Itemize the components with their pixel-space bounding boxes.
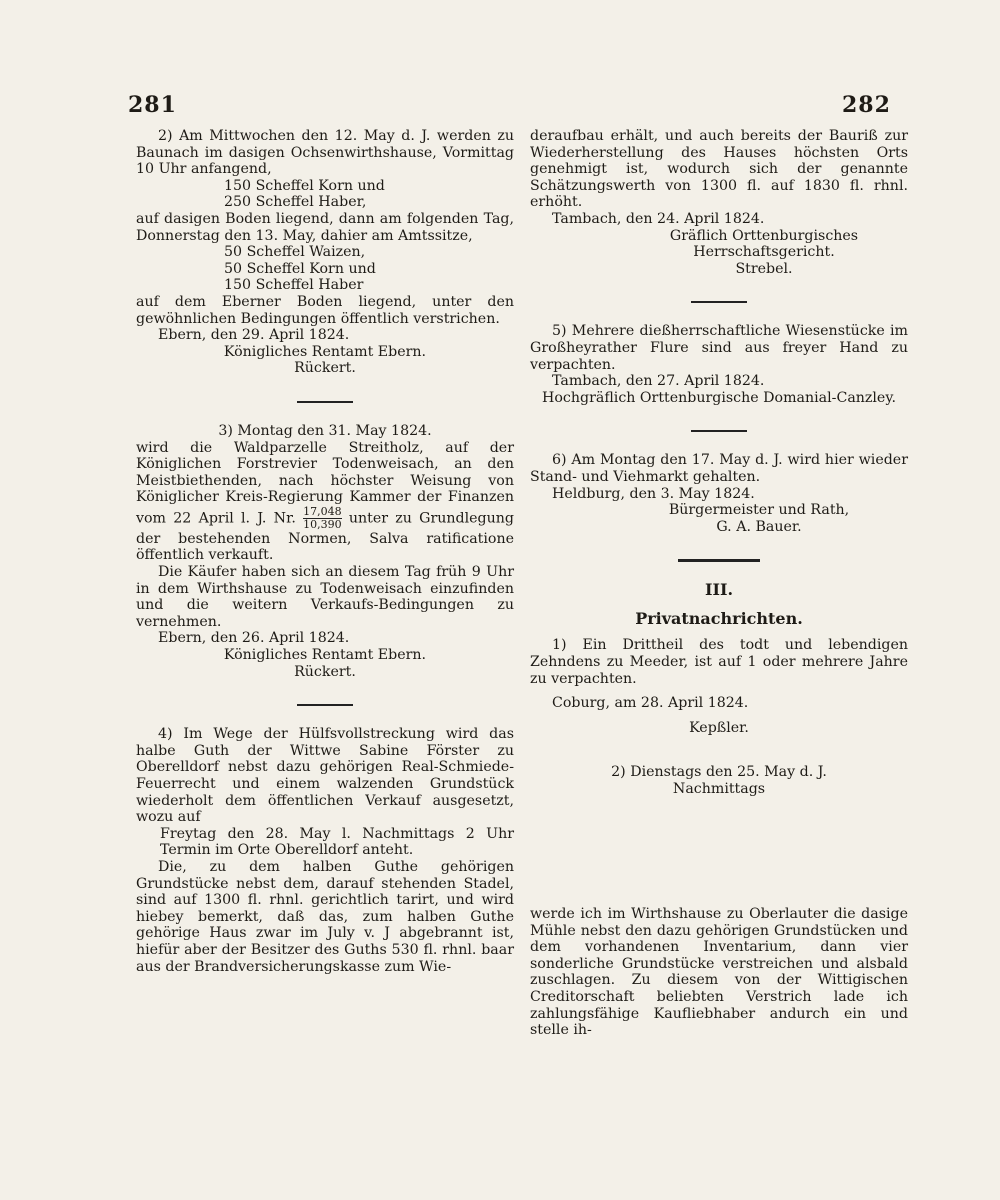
notice-4-para1: 4) Im Wege der Hülfsvollstreckung wird das halbe Guth der Wittwe Sabine Förster zu Oberelldorf nebst dazu gehörigen Real-Schmiede-Feuerrecht und einem walzenden Grundstück wiederholt dem öffentlichen Verkauf ausgesetzt, wozu auf <box>136 726 514 826</box>
private-2-subtitle: Nachmittags <box>672 781 766 798</box>
left-column <box>136 128 514 975</box>
list-item: 250 Scheffel Haber, <box>224 194 367 211</box>
notice-5 <box>530 323 908 406</box>
right-column-bottom <box>530 906 908 1039</box>
notice-2-place-date: Ebern, den 29. April 1824. <box>158 327 350 344</box>
section-separator-rule <box>678 559 760 562</box>
notice-2-list-2 <box>136 244 514 294</box>
section-numeral: III. <box>704 580 734 600</box>
private-notice-1 <box>530 637 908 736</box>
notice-3-signer: Rückert. <box>294 663 356 680</box>
notice-3-text-after: unter zu Grundlegung der bestehenden Normen, Salva ratificatione öffentlich verkauft. <box>136 510 514 564</box>
private-1-place-date: Coburg, am 28. April 1824. <box>552 695 749 712</box>
notice-5-office: Hochgräflich Orttenburgische Domanial-Canzley. <box>542 389 896 406</box>
notice-2-end: auf dem Eberner Boden liegend, unter den gewöhnlichen Bedingungen öffentlich verstrichen. <box>136 293 514 327</box>
page-number-left: 281 <box>128 92 177 118</box>
private-1-signer: Kepßler. <box>689 719 749 736</box>
notice-5-text: 5) Mehrere dießherrschaftliche Wiesenstücke im Großheyrather Flure sind aus freyer Hand zu verpachten. <box>530 323 908 373</box>
reference-fraction <box>303 506 342 531</box>
notice-2-middle: auf dasigen Boden liegend, dann am folgenden Tag, Donnerstag den 13. May, dahier am Amtssitze, <box>136 210 514 244</box>
separator-rule <box>297 704 353 706</box>
separator-rule <box>691 430 747 432</box>
section-heading: Privatnachrichten. <box>635 608 803 628</box>
separator-rule <box>297 401 353 403</box>
private-2-title: 2) Dienstags den 25. May d. J. <box>611 764 827 781</box>
list-item: 150 Scheffel Haber <box>224 277 364 294</box>
page-number-right: 282 <box>842 92 891 118</box>
continuation-place-date: Tambach, den 24. April 1824. <box>552 210 765 227</box>
notice-5-place-date: Tambach, den 27. April 1824. <box>552 373 765 390</box>
notice-3-title: 3) Montag den 31. May 1824. <box>218 422 432 439</box>
notice-2-signer: Rückert. <box>294 360 356 377</box>
notice-3-text <box>136 440 514 565</box>
fraction-numerator: 17,048 <box>303 504 342 518</box>
notice-2 <box>136 128 514 377</box>
separator-rule <box>691 301 747 303</box>
notice-2-office: Königliches Rentamt Ebern. <box>223 343 427 360</box>
fraction-denominator: 10,390 <box>303 517 342 531</box>
continuation-signer: Strebel. <box>735 260 793 277</box>
list-item: 50 Scheffel Waizen, <box>224 244 366 261</box>
notice-2-intro: 2) Am Mittwochen den 12. May d. J. werden zu Baunach im dasigen Ochsenwirthshause, Vormittag 10 Uhr anfangend, <box>136 128 514 178</box>
notice-6-place-date: Heldburg, den 3. May 1824. <box>552 485 755 502</box>
right-column <box>530 128 908 798</box>
private-2-text: werde ich im Wirthshause zu Oberlauter die dasige Mühle nebst den dazu gehörigen Grundstücken und dem vorhandenen Inventarium, dann vier sonderliche Grundstücke verstreichen und alsbald zuschlagen. Zu diesem von der Wittigischen Creditorschaft beliebten Verstrich lade ich zahlungsfähige Kaufliebhaber andurch ein und stelle ih- <box>530 906 908 1039</box>
notice-6 <box>530 452 908 535</box>
continuation-office: Gräflich Orttenburgisches Herrschaftsgericht. <box>669 227 859 261</box>
notice-3-place-date: Ebern, den 26. April 1824. <box>158 630 350 647</box>
notice-4 <box>136 726 514 975</box>
notice-3-text-before: wird die Waldparzelle Streitholz, auf der Königlichen Forstrevier Todenweisach, an den Meistbiethenden, nach höchster Weisung von Königlicher Kreis-Regierung Kammer der Finanzen vom 22 April l. J. Nr. <box>136 439 514 527</box>
private-notice-2-title-block <box>530 764 908 797</box>
list-item: 50 Scheffel Korn und <box>224 260 376 277</box>
notice-6-office: Bürgermeister und Rath, <box>668 502 850 519</box>
notice-4-para2: Die, zu dem halben Guthe gehörigen Grundstücke nebst dem, darauf stehenden Stadel, sind auf 1300 fl. rhnl. gerichtlich tarirt, und wird hiebey bemerkt, daß das, zum halben Guthe gehörige Haus zwar im July v. J abgebrannt ist, hiefür aber der Besitzer des Guths 530 fl. rhnl. baar aus der Brandversicherungskasse zum Wie- <box>136 858 514 975</box>
notice-3 <box>136 423 514 680</box>
notice-3-para2: Die Käufer haben sich an diesem Tag früh 9 Uhr in dem Wirthshause zu Todenweisach einzufinden und die weitern Verkaufs-Bedingungen zu vernehmen. <box>136 564 514 630</box>
continuation-text: deraufbau erhält, und auch bereits der Bauriß zur Wiederherstellung des Hauses höchsten Orts genehmigt ist, wodurch sich der genannte Schätzungswerth von 1300 fl. auf 1830 fl. rhnl. erhöht. <box>530 128 908 211</box>
notice-4-schedule: Freytag den 28. May l. Nachmittags 2 Uhr Termin im Orte Oberelldorf anteht. <box>160 825 514 859</box>
notice-6-signer: G. A. Bauer. <box>716 518 802 535</box>
notice-2-list-1 <box>136 178 514 211</box>
notice-3-office: Königliches Rentamt Ebern. <box>223 647 427 664</box>
list-item: 150 Scheffel Korn und <box>224 177 385 194</box>
notice-6-text: 6) Am Montag den 17. May d. J. wird hier wieder Stand- und Viehmarkt gehalten. <box>530 452 908 485</box>
private-1-text: 1) Ein Drittheil des todt und lebendigen Zehndens zu Meeder, ist auf 1 oder mehrere Jahre zu verpachten. <box>530 637 908 687</box>
